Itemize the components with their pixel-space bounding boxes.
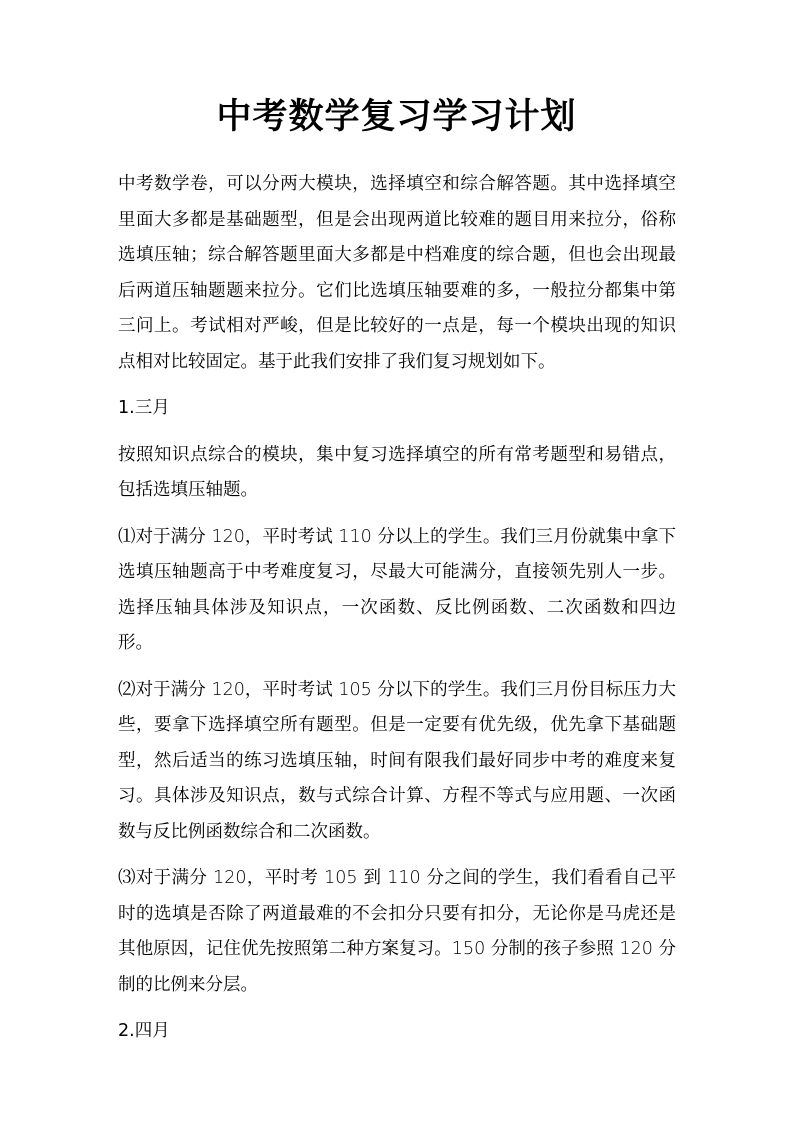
section-heading-march: 1.三月 <box>118 398 170 418</box>
document-title: 中考数学复习学习计划 <box>216 96 577 137</box>
intro-paragraph: 中考数学卷，可以分两大模块，选择填空和综合解答题。其中选择填空里面大多都是基础题型，但是会出现两道比较难的题目用来拉分，俗称选填压轴；综合解答题里面大多都是中档难度的综合题，但也会出现最后两道压轴题题来拉分。它们比选填压轴要难的多，一般拉分都集中第三问上。考试相对严峻，但是比较好的一点是，每一个模块出现的知识点相对比较固定。基于此我们安排了我们复习规划如下。 <box>118 174 676 372</box>
march-item-2-paragraph: ⑵对于满分 120，平时考试 105 分以下的学生。我们三月份目标压力大些，要拿下选择填空所有题型。但是一定要有优先级，优先拿下基础题型，然后适当的练习选填压轴，时间有限我们最好同步中考的难度来复习。具体涉及知识点，数与式综合计算、方程不等式与应用题、一次函数与反比例函数综合和二次函数。 <box>118 679 676 842</box>
march-item-1-paragraph: ⑴对于满分 120，平时考试 110 分以上的学生。我们三月份就集中拿下选填压轴题高于中考难度复习，尽最大可能满分，直接领先别人一步。选择压轴具体涉及知识点，一次函数、反比例函数、二次函数和四边形。 <box>118 526 676 653</box>
section-heading-april: 2.四月 <box>118 1021 170 1041</box>
march-item-3-paragraph: ⑶对于满分 120，平时考 105 到 110 分之间的学生，我们看看自己平时的选填是否除了两道最难的不会扣分只要有扣分，无论你是马虎还是其他原因，记住优先按照第二种方案复习。150 分制的孩子参照 120 分制的比例来分层。 <box>118 868 676 995</box>
march-description-paragraph: 按照知识点综合的模块，集中复习选择填空的所有常考题型和易错点，包括选填压轴题。 <box>118 444 676 500</box>
document-body <box>118 167 676 1061</box>
